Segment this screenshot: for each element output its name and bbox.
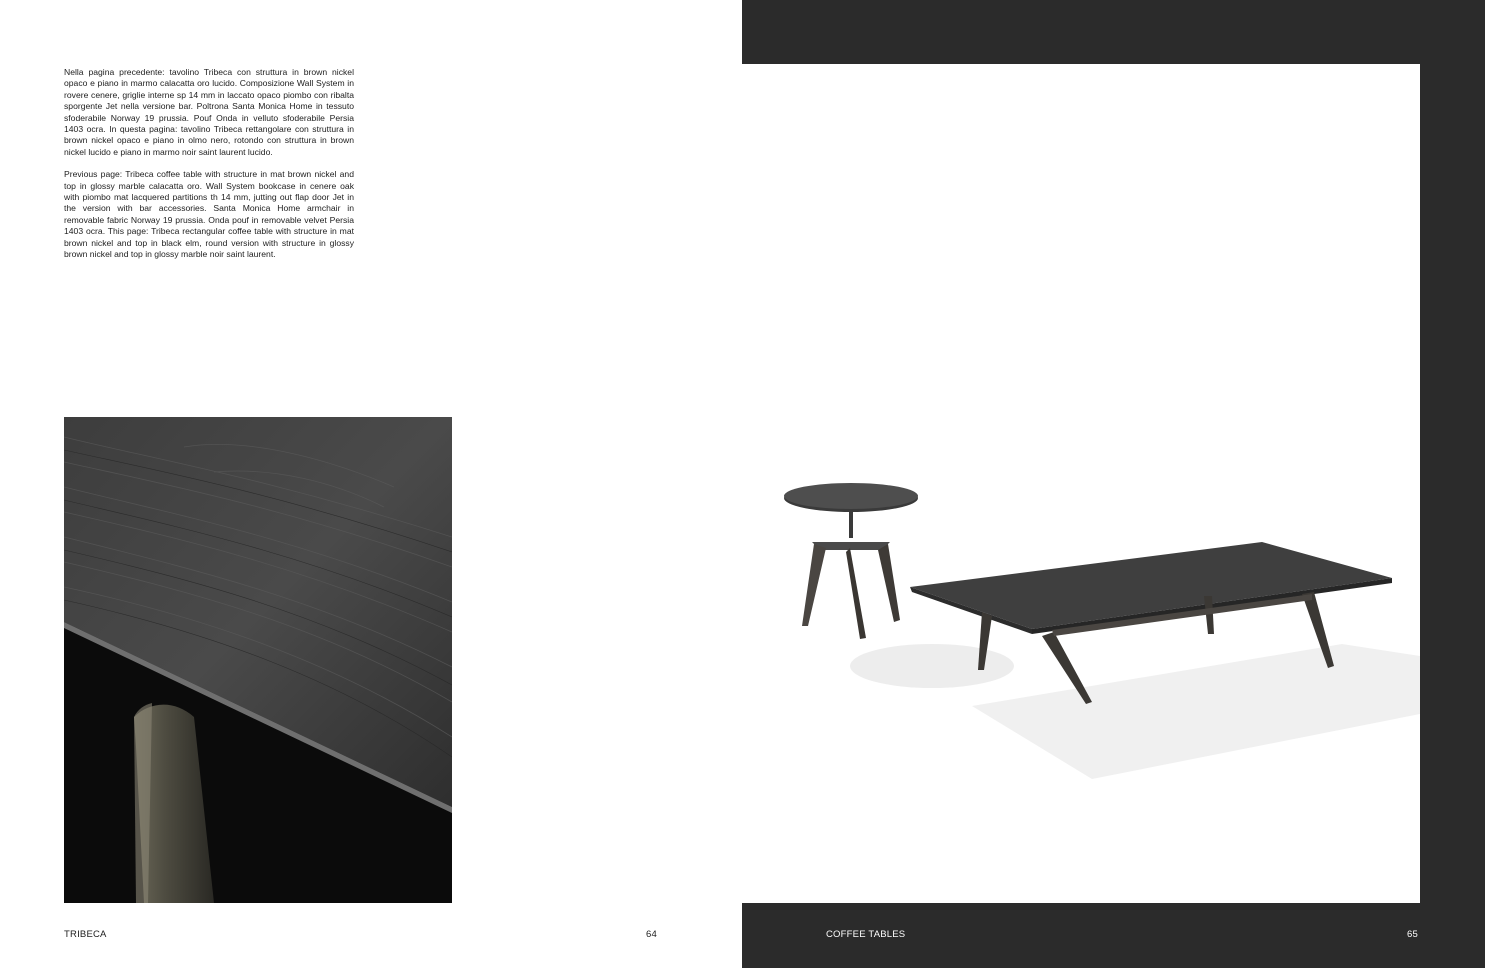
page-number-left: 64 bbox=[646, 929, 657, 940]
detail-photo bbox=[64, 417, 452, 903]
caption-italian: Nella pagina precedente: tavolino Tribeca con struttura in brown nickel opaco e piano in marmo calacatta oro lucido. Composizione Wall System in rovere cenere, griglie interne sp 14 mm in laccato opaco piombo con ribalta sporgente Jet nella versione bar. Poltrona Santa Monica Home in tessuto sfoderabile Norway 19 prussia. Pouf Onda in velluto sfoderabile Persia 1403 ocra. In questa pagina: tavolino Tribeca rettangolare con struttura in brown nickel opaco e piano in olmo nero, rotondo con struttura in brown nickel lucido e piano in marmo noir saint laurent lucido. bbox=[64, 67, 354, 157]
footer-section-label: TRIBECA bbox=[64, 929, 107, 940]
footer-category-label: COFFEE TABLES bbox=[826, 929, 906, 940]
caption-text bbox=[64, 67, 354, 272]
product-photo bbox=[742, 64, 1420, 903]
page-number-right: 65 bbox=[1407, 929, 1418, 940]
caption-english: Previous page: Tribeca coffee table with structure in mat brown nickel and top in glossy marble calacatta oro. Wall System bookcase in cenere oak with piombo mat lacquered partitions th 14 mm, jutting out flap door Jet in the version with bar accessories. Santa Monica Home armchair in removable fabric Norway 19 prussia. Onda pouf in removable velvet Persia 1403 ocra. This page: Tribeca rectangular coffee table with structure in mat brown nickel and top in black elm, round version with structure in glossy brown nickel and top in glossy marble noir saint laurent. bbox=[64, 169, 354, 260]
